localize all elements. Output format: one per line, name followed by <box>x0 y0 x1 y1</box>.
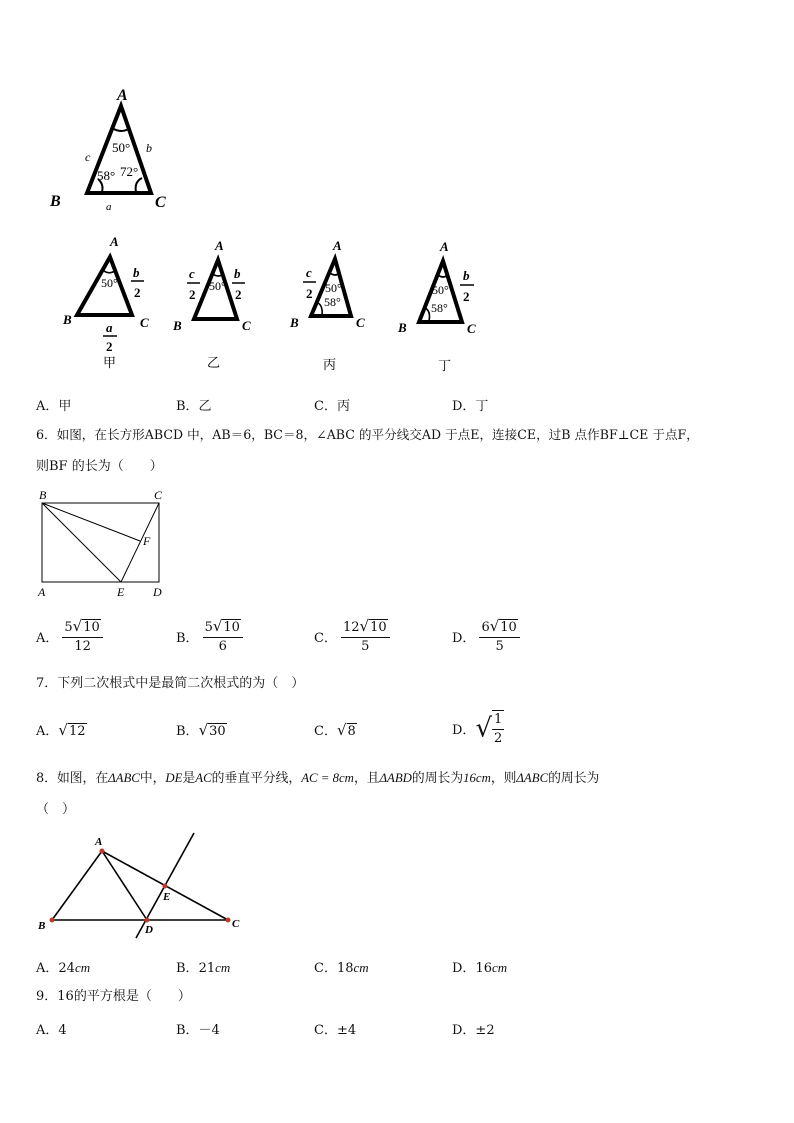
q6-c-letter: C． <box>314 631 337 646</box>
q6-option-b[interactable] <box>176 618 243 655</box>
q8-c-letter: C． <box>314 961 337 976</box>
jia-den-a: 2 <box>106 339 113 354</box>
q7-a-letter: A． <box>36 724 59 739</box>
q8-d-unit: cm <box>491 960 508 975</box>
q7-a-rad: 12 <box>68 724 86 739</box>
q7-b-rad: 30 <box>209 724 226 739</box>
q6-label-B: B <box>39 488 47 502</box>
q6-c-frac: $\frac{12√10}{5}$ <box>341 618 390 655</box>
jia-num-b: b <box>133 265 140 280</box>
q9-stem: 9．16的平方根是（ ） <box>36 989 191 1004</box>
bing-angle-top: 50° <box>325 281 342 295</box>
q8-a-val: 24 <box>58 961 75 976</box>
main-angle-C: 72° <box>120 164 139 179</box>
q8-p2: 中， <box>139 771 166 786</box>
q8-d-letter: D． <box>452 961 476 976</box>
bing-num-c: c <box>306 265 312 280</box>
q6-d-den: 5 <box>495 639 504 654</box>
q8-p3: 是 <box>182 771 196 786</box>
q6-a-letter: A． <box>36 631 59 646</box>
yi-num-b: b <box>234 266 241 281</box>
main-angle-A: 50° <box>112 140 131 155</box>
q8-p1: 8．如图，在 <box>36 771 109 786</box>
q8-b-unit: cm <box>215 960 231 975</box>
q8-option-b[interactable] <box>176 957 230 976</box>
yi-num-c: c <box>189 266 195 281</box>
bing-label: 丙 <box>323 357 337 372</box>
q6-b-letter: B． <box>176 631 199 646</box>
q6-option-c[interactable] <box>314 618 390 655</box>
q6-b-den: 6 <box>218 639 227 654</box>
q7-option-c[interactable]: C．√8 <box>314 721 356 739</box>
q6-label-D: D <box>153 585 162 599</box>
jia-angle: 50° <box>101 276 118 290</box>
q9-option-d[interactable]: D．±2 <box>452 1023 495 1038</box>
q6-a-rad: 10 <box>83 620 100 635</box>
yi-vertex-A: A <box>215 238 224 253</box>
q7-stem: 7．下列二次根式中是最简二次根式的为（ ） <box>36 676 305 691</box>
q6-a-den: 12 <box>74 639 91 654</box>
q7-d-frac <box>492 710 504 747</box>
q6-label-C: C <box>154 488 163 502</box>
ding-vertex-C: C <box>467 321 476 336</box>
ding-vertex-A: A <box>440 239 449 254</box>
q8-a-letter: A． <box>36 961 59 976</box>
q5-main-triangle-figure <box>40 80 190 220</box>
q8-option-d[interactable] <box>452 957 507 976</box>
q5-option-b[interactable]: B．乙 <box>176 399 212 414</box>
ding-angle-bottom: 58° <box>431 301 448 315</box>
jia-vertex-C: C <box>140 315 149 330</box>
q8-label-E: E <box>163 891 171 903</box>
bing-vertex-B: B <box>290 315 299 330</box>
q7-option-d[interactable]: D．√ $\frac{1}{2}$ <box>452 712 503 746</box>
q8-label-B: B <box>38 920 46 932</box>
bing-vertex-A: A <box>333 238 342 253</box>
q6-option-d[interactable] <box>452 618 520 655</box>
q8-d-val: 16 <box>475 961 492 976</box>
q6-b-rad: 10 <box>223 620 240 635</box>
q5-option-c[interactable]: C．丙 <box>314 399 350 414</box>
main-vertex-C: C <box>155 194 166 211</box>
q6-c-den: 5 <box>361 639 370 654</box>
q8-t2: DE <box>165 771 183 785</box>
jia-den-b: 2 <box>134 285 141 300</box>
q8-t3: AC <box>195 771 212 785</box>
q6-stem-line1: 6．如图，在长方形ABCD 中，AB＝6，BC＝8，∠ABC 的平分线交AD 于点E，连接CE，过B 点作BF⊥CE 于点F， <box>36 427 699 442</box>
q6-d-rad: 10 <box>500 620 517 635</box>
q6-label-E: E <box>117 585 125 599</box>
q6-d-frac: $\frac{6√10}{5}$ <box>479 618 519 655</box>
main-angle-B: 58° <box>97 168 116 183</box>
q7-d-den: 2 <box>494 731 503 746</box>
q9-option-b[interactable]: B．－4 <box>176 1023 220 1038</box>
q8-a-unit: cm <box>74 960 91 975</box>
q7-d-num: 1 <box>492 712 504 730</box>
q6-stem-line2: 则BF 的长为（ ） <box>36 459 163 474</box>
bing-angle-bottom: 58° <box>324 295 341 309</box>
yi-vertex-B: B <box>173 318 182 333</box>
ding-angle-top: 50° <box>432 283 449 297</box>
q6-b-coef: 5 <box>204 620 213 635</box>
q8-stem-line2: （ ） <box>36 802 76 817</box>
q7-c-rad: 8 <box>347 724 356 739</box>
q8-label-C: C <box>232 918 240 930</box>
q6-a-frac: $\frac{5√10}{12}$ <box>62 618 102 655</box>
jia-label: 甲 <box>103 355 117 370</box>
q6-a-coef: 5 <box>64 620 73 635</box>
q8-t4: AC = 8cm <box>301 771 354 785</box>
q8-p8: 的周长为 <box>548 771 600 786</box>
q8-t5: ΔABD <box>379 771 412 785</box>
q8-t1: ΔABC <box>108 771 140 785</box>
q8-t6: 16cm <box>463 771 491 785</box>
q9-option-c[interactable]: C．±4 <box>314 1023 357 1038</box>
main-side-c: c <box>85 150 91 164</box>
q8-c-unit: cm <box>353 960 369 975</box>
yi-den-b: 2 <box>235 287 242 302</box>
main-vertex-A: A <box>117 87 128 104</box>
q6-b-frac: $\frac{5√10}{6}$ <box>203 618 243 655</box>
q8-p5: ，且 <box>353 771 380 786</box>
q5-option-d[interactable]: D．丁 <box>452 399 489 414</box>
q8-p7: ，则 <box>490 771 517 786</box>
q8-label-D: D <box>145 924 153 936</box>
main-side-b: b <box>146 141 152 155</box>
ding-vertex-B: B <box>398 320 407 335</box>
q8-label-A: A <box>95 836 103 848</box>
q8-b-val: 21 <box>198 961 216 976</box>
q6-d-coef: 6 <box>481 620 490 635</box>
q6-c-coef: 12 <box>342 620 360 635</box>
jia-vertex-B: B <box>63 312 72 327</box>
q7-c-letter: C． <box>314 724 337 739</box>
ding-den-b: 2 <box>463 289 470 304</box>
q8-p4: 的垂直平分线， <box>211 771 302 786</box>
yi-vertex-C: C <box>242 318 251 333</box>
ding-num-b: b <box>463 268 470 283</box>
q7-d-letter: D． <box>452 723 476 738</box>
q6-label-A: A <box>38 585 46 599</box>
q5-option-a[interactable]: A．甲 <box>36 399 72 414</box>
q6-d-letter: D． <box>452 631 476 646</box>
yi-den-c: 2 <box>189 287 196 302</box>
q9-option-a[interactable]: A．4 <box>36 1023 67 1038</box>
jia-num-a: a <box>106 320 113 335</box>
q8-option-c[interactable] <box>314 957 369 976</box>
q8-c-val: 18 <box>336 961 354 976</box>
q8-stem-line1 <box>36 768 599 789</box>
yi-label: 乙 <box>207 355 221 370</box>
q6-option-a[interactable] <box>36 618 103 655</box>
q8-b-letter: B． <box>176 961 199 976</box>
bing-den-c: 2 <box>306 286 313 301</box>
yi-angle: 50° <box>209 279 226 293</box>
q5-small-triangles-figure <box>55 230 495 380</box>
q8-option-a[interactable] <box>36 957 90 976</box>
bing-vertex-C: C <box>356 315 365 330</box>
q8-t7: ΔABC <box>516 771 549 785</box>
q7-b-letter: B． <box>176 724 199 739</box>
jia-vertex-A: A <box>110 234 119 249</box>
q6-c-rad: 10 <box>370 620 387 635</box>
main-vertex-B: B <box>50 193 61 210</box>
q8-figure <box>32 828 252 943</box>
q8-p6: 的周长为 <box>411 771 464 786</box>
main-side-a: a <box>106 201 112 213</box>
q7-option-a[interactable]: A．√12 <box>36 721 86 739</box>
ding-label: 丁 <box>438 358 452 373</box>
q7-option-b[interactable]: B．√30 <box>176 721 226 739</box>
q6-label-F: F <box>143 534 151 548</box>
q6-rectangle-figure <box>32 485 177 603</box>
